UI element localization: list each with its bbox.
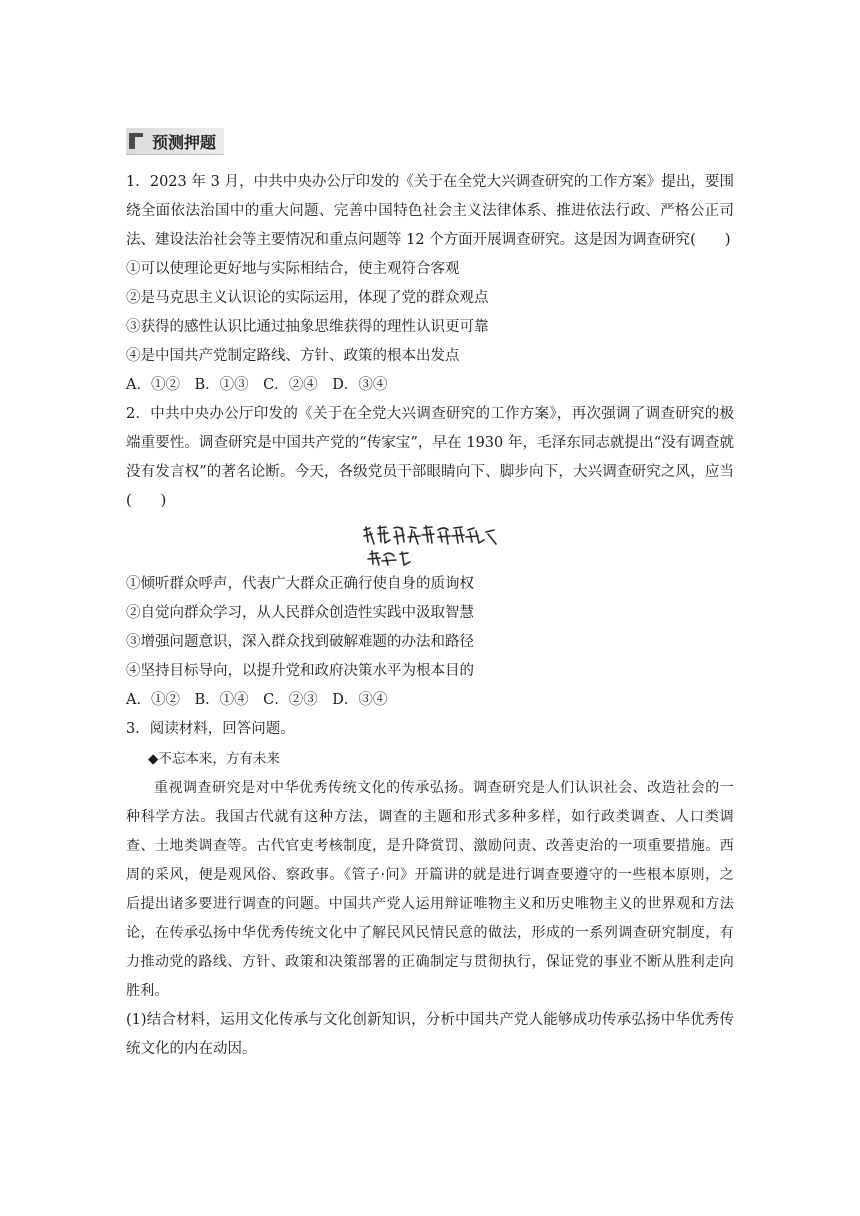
question-1-stem: 1．2023 年 3 月，中共中央办公厅印发的《关于在全党大兴调查研究的工作方案》提出，要围绕全面依法治国中的重大问题、完善中国特色社会主义法律体系、推进依法行政、严格公正司法、建设法治社会等主要情况和重点问题等 12 个方面开展调查研究。这是因为调查研究( )	[126, 174, 734, 248]
question-3-stem: 3．阅读材料，回答问题。	[126, 721, 295, 737]
question-2-item: ②自觉向群众学习，从人民群众创造性实践中汲取智慧	[126, 605, 474, 621]
question-2-item: ①倾听群众呼声，代表广大群众正确行使自身的质询权	[126, 576, 474, 592]
question-2-stem: 2．中共中央办公厅印发的《关于在全党大兴调查研究的工作方案》，再次强调了调查研究的极端重要性。调查研究是中国共产党的“传家宝”，早在 1930 年，毛泽东同志就提出“没有调查就没有发言权”的著名论断。今天，各级党员干部眼睛向下、脚步向下，大兴调查研究之风，应当( )	[126, 406, 734, 509]
calligraphy-signature-image	[360, 522, 500, 568]
question-1-item: ③获得的感性认识比通过抽象思维获得的理性认识更可靠	[126, 319, 489, 335]
question-2-choices: A．①② B．①④ C．②③ D．③④	[126, 692, 388, 708]
question-3-subquestion-1: (1)结合材料，运用文化传承与文化创新知识，分析中国共产党人能够成功传承弘扬中华优秀传统文化的内在动因。	[126, 1012, 734, 1057]
material-subheading: ◆不忘本来，方有未来	[148, 751, 280, 767]
question-2-item: ③增强问题意识，深入群众找到破解难题的办法和路径	[126, 634, 474, 650]
section-title: 预测押题	[152, 132, 217, 152]
question-1-item: ①可以使理论更好地与实际相结合，使主观符合客观	[126, 261, 460, 277]
question-1-choices: A．①② B．①③ C．②④ D．③④	[126, 377, 388, 393]
question-2-item: ④坚持目标导向，以提升党和政府决策水平为根本目的	[126, 663, 474, 679]
question-1-item: ④是中国共产党制定路线、方针、政策的根本出发点	[126, 348, 460, 364]
question-1-item: ②是马克思主义认识论的实际运用，体现了党的群众观点	[126, 290, 489, 306]
material-passage: 重视调查研究是对中华优秀传统文化的传承弘扬。调查研究是人们认识社会、改造社会的一种科学方法。我国古代就有这种方法，调查的主题和形式多种多样，如行政类调查、人口类调查、土地类调查等。古代官吏考核制度，是升降赏罚、激励问责、改善吏治的一项重要措施。西周的采风，便是观风俗、察政事。《管子·问》开篇讲的就是进行调查要遵守的一些根本原则，之后提出诸多要进行调查的问题。中国共产党人运用辩证唯物主义和历史唯物主义的世界观和方法论，在传承弘扬中华优秀传统文化中了解民风民情民意的做法，形成的一系列调查研究制度，有力推动党的路线、方针、政策和决策部署的正确制定与贯彻执行，保证党的事业不断从胜利走向胜利。	[126, 780, 734, 999]
section-marker-icon	[126, 128, 146, 154]
document-content	[126, 128, 734, 1064]
section-header	[126, 128, 224, 155]
